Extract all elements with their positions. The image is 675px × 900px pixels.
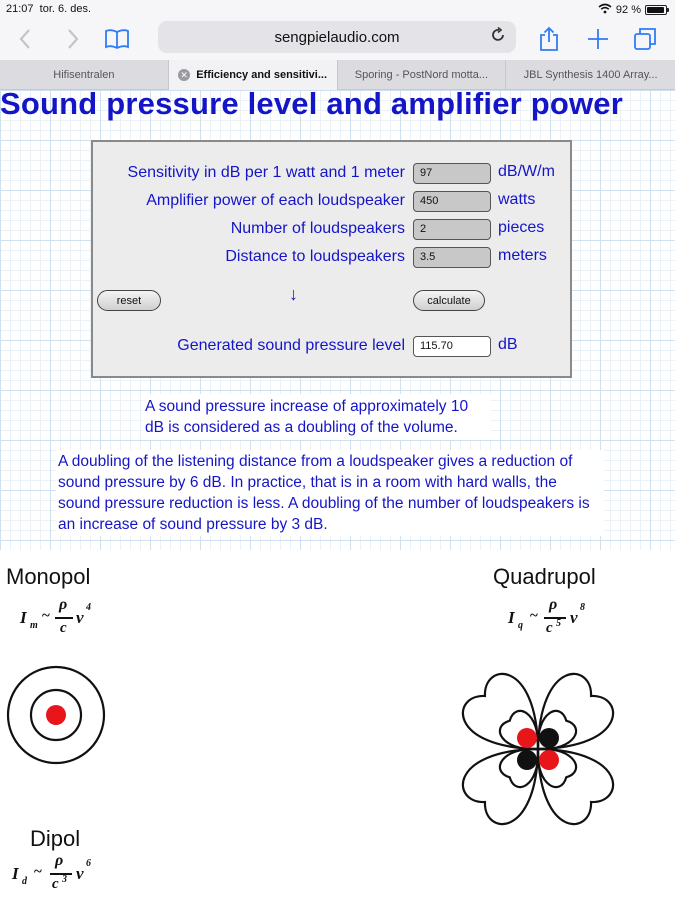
result-label: Generated sound pressure level — [177, 337, 405, 354]
count-input[interactable]: 2 — [413, 219, 491, 240]
calculator-form — [91, 140, 572, 378]
down-arrow-icon: ↓ — [289, 284, 298, 304]
status-bar — [0, 0, 675, 18]
reset-button[interactable]: reset — [97, 290, 161, 311]
battery-icon — [645, 5, 667, 15]
tabs-overview-button[interactable] — [628, 22, 662, 56]
power-input[interactable]: 450 — [413, 191, 491, 212]
distance-input[interactable]: 3.5 — [413, 247, 491, 268]
result-row — [93, 335, 570, 359]
tab-efficiency[interactable] — [169, 60, 338, 90]
new-tab-button[interactable] — [581, 22, 615, 56]
power-unit: watts — [498, 191, 536, 208]
tab-label: JBL Synthesis 1400 Array... — [523, 69, 658, 81]
status-time: 21:07 tor. 6. des. — [6, 3, 92, 15]
sensitivity-label: Sensitivity in dB per 1 watt and 1 meter — [127, 164, 405, 181]
sensitivity-unit: dB/W/m — [498, 163, 555, 180]
chevron-left-icon — [18, 28, 32, 50]
calculate-button[interactable]: calculate — [413, 290, 485, 311]
distance-row — [93, 246, 570, 270]
distance-note: A doubling of the listening distance from a loudspeaker gives a reduction of sound pressure by 6 dB. In practice, that is in a room with hard walls, the sound pressure reduction is less. A doubling of the number of loudspeakers is an increase of sound pressure by 3 dB. — [56, 450, 604, 536]
share-icon — [539, 26, 559, 52]
battery-percent: 92 % — [615, 4, 641, 16]
sensitivity-input[interactable]: 97 — [413, 163, 491, 184]
page-title: Sound pressure level and amplifier power — [0, 90, 624, 121]
monopol-diagram — [0, 665, 112, 765]
power-label: Amplifier power of each loudspeaker — [146, 192, 405, 209]
share-button[interactable] — [532, 22, 566, 56]
battery-level — [647, 7, 664, 13]
count-label: Number of loudspeakers — [230, 220, 405, 237]
result-output[interactable]: 115.70 — [413, 336, 491, 357]
address-bar[interactable] — [158, 21, 516, 53]
dipol-formula: I d ~ ρ c 3 v 6 — [12, 852, 91, 892]
status-right — [598, 3, 667, 17]
quadrupol-diagram — [455, 654, 621, 844]
tab-label: Efficiency and sensitivi... — [196, 69, 328, 81]
wifi-icon — [598, 3, 612, 17]
page-content — [0, 90, 675, 900]
url-text: sengpielaudio.com — [274, 28, 400, 46]
distance-unit: meters — [498, 247, 547, 264]
back-button[interactable] — [8, 22, 42, 56]
distance-label: Distance to loudspeakers — [225, 248, 405, 265]
tab-jbl[interactable] — [506, 60, 675, 90]
result-unit: dB — [498, 336, 518, 353]
tabs-icon — [633, 27, 657, 51]
tab-label: Hifisentralen — [53, 69, 115, 81]
tab-hifisentralen[interactable] — [0, 60, 169, 90]
monopol-formula: I m ~ ρ c v 4 — [20, 596, 91, 636]
browser-toolbar — [0, 18, 675, 60]
forward-button[interactable] — [56, 22, 90, 56]
close-icon[interactable]: ✕ — [178, 69, 190, 81]
quadrupol-formula: I q ~ ρ c 5 v 8 — [508, 596, 585, 636]
count-row — [93, 218, 570, 242]
tab-bar — [0, 60, 675, 90]
tab-label: Sporing - PostNord motta... — [354, 69, 489, 81]
radiation-diagrams — [0, 550, 675, 900]
power-row — [93, 190, 570, 214]
book-icon — [104, 28, 130, 50]
count-unit: pieces — [498, 219, 545, 236]
sensitivity-row — [93, 162, 570, 186]
quadrupol-label: Quadrupol — [493, 564, 596, 589]
bookmarks-button[interactable] — [100, 22, 134, 56]
volume-note: A sound pressure increase of approximately 10 dB is considered as a doubling of the volume. — [143, 394, 491, 440]
reload-icon[interactable] — [490, 27, 506, 48]
plus-icon — [587, 28, 609, 50]
tab-sporing[interactable] — [338, 60, 507, 90]
chevron-right-icon — [66, 28, 80, 50]
dipol-label: Dipol — [30, 826, 81, 851]
monopol-label: Monopol — [6, 564, 91, 589]
